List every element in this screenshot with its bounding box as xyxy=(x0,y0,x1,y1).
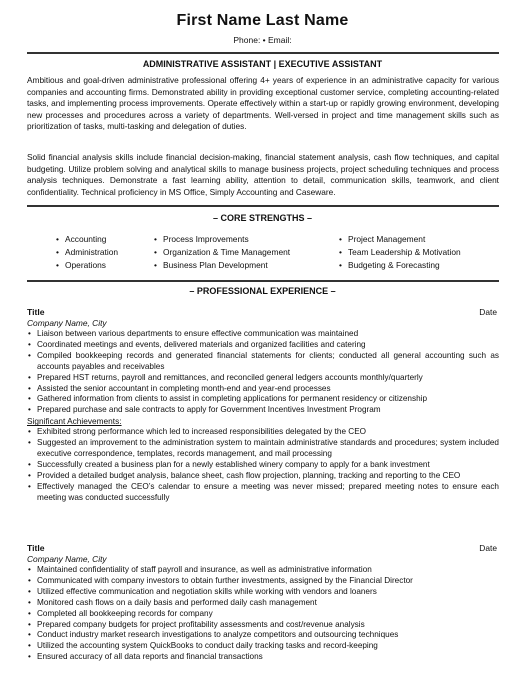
list-item: • Coordinated meetings and events, delivered materials and organized facilities and catering xyxy=(27,340,499,351)
core-strengths-rule xyxy=(27,205,499,207)
strength-item: • Project Management xyxy=(339,233,461,246)
list-item: • Utilized effective communication and negotiation skills while working with vendors and loaners xyxy=(27,587,499,598)
list-item: • Utilized the accounting system QuickBooks to conduct daily tracking tasks and record-keeping xyxy=(27,641,499,652)
list-item: • Provided a detailed budget analysis, balance sheet, cash flow projection, planning, tracking and reporting to the CEO xyxy=(27,471,499,482)
job-duties-list xyxy=(27,329,499,416)
job-date: Date xyxy=(479,543,497,553)
list-item: • Liaison between various departments to ensure effective communication was maintained xyxy=(27,329,499,340)
list-item: • Gathered information from clients to assist in completing applications for permanent residency or citizenship xyxy=(27,394,499,405)
strength-item: • Accounting xyxy=(56,233,118,246)
strength-item: • Process Improvements xyxy=(154,233,290,246)
job-title: Title xyxy=(27,307,45,317)
strengths-column-1 xyxy=(56,233,118,272)
summary-paragraph-1: Ambitious and goal-driven administrative professional offering 4+ years of experience in an administrative capacity for various companies and accounting firms. Demonstrated ability in providing exceptional customer service, completing accounting-related tasks, and implementing process improvements. Operate effectively within a start-up or rapidly growing environment, developing new processes and procedures across a variety of departments. Well-versed in project and time management skills such as prioritization of tasks, multi-tasking and delegation of duties. xyxy=(27,75,499,132)
list-item: • Prepared company budgets for project profitability assessments and cost/revenue analysis xyxy=(27,620,499,631)
strengths-column-3 xyxy=(339,233,461,272)
list-item: • Completed all bookkeeping records for company xyxy=(27,609,499,620)
header-rule xyxy=(27,52,499,54)
candidate-name: First Name Last Name xyxy=(176,12,349,29)
list-item: • Prepared HST returns, payroll and remittances, and reconciled general ledgers accounts monthly/quarterly xyxy=(27,373,499,384)
strengths-column-2 xyxy=(154,233,290,272)
strength-item: • Operations xyxy=(56,259,118,272)
list-item: • Communicated with company investors to obtain further investments, assigned by the Financial Director xyxy=(27,576,499,587)
list-item: • Prepared purchase and sale contracts to apply for Government Incentives Investment Program xyxy=(27,405,499,416)
job-duties-list xyxy=(27,565,499,663)
list-item: • Ensured accuracy of all data reports and financial transactions xyxy=(27,652,499,663)
list-item: • Effectively managed the CEO’s calendar to ensure a meeting was never missed; prepared meeting notes to ensure each meeting was conducted successfully xyxy=(27,482,499,504)
job-entry-1 xyxy=(27,307,499,504)
experience-rule xyxy=(27,280,499,282)
achievements-label: Significant Achievements: xyxy=(27,416,122,427)
contact-line: Phone: • Email: xyxy=(233,35,292,45)
job-entry-2 xyxy=(27,543,499,663)
list-item: • Assisted the senior accountant in completing month-end and year-end processes xyxy=(27,384,499,395)
strength-item: • Organization & Time Management xyxy=(154,246,290,259)
job-company: Company Name, City xyxy=(27,318,107,328)
experience-heading: – PROFESSIONAL EXPERIENCE – xyxy=(189,286,336,296)
summary-paragraph-2: Solid financial analysis skills include financial decision-making, financial statement analysis, cash flow techniques, and capital budgeting. Utilize problem solving and analytical skills to manage business projects, project scheduling techniques and process analysis techniques. Demonstrate a fast learning ability, attention to detail, communication skills, teamwork, and client confidentiality. Technical proficiency in MS Office, Simply Accounting and Caseware. xyxy=(27,152,499,197)
list-item: • Maintained confidentiality of staff payroll and insurance, as well as administrative information xyxy=(27,565,499,576)
strength-item: • Administration xyxy=(56,246,118,259)
strength-item: • Business Plan Development xyxy=(154,259,290,272)
list-item: • Monitored cash flows on a daily basis and performed daily cash management xyxy=(27,598,499,609)
strength-item: • Budgeting & Forecasting xyxy=(339,259,461,272)
job-date: Date xyxy=(479,307,497,317)
strength-item: • Team Leadership & Motivation xyxy=(339,246,461,259)
achievements-list xyxy=(27,427,499,503)
job-company: Company Name, City xyxy=(27,554,107,564)
list-item: • Exhibited strong performance which led to increased responsibilities delegated by the CEO xyxy=(27,427,499,438)
list-item: • Successfully created a business plan for a newly established winery company to apply for a bank investment xyxy=(27,460,499,471)
list-item: • Conduct industry market research investigations to analyze competitors and outsourcing techniques xyxy=(27,630,499,641)
list-item: • Suggested an improvement to the administration system to maintain administrative standards and procedures; system included executive correspondence, templates, records management, and mail processing xyxy=(27,438,499,460)
core-strengths-heading: – CORE STRENGTHS – xyxy=(212,213,313,223)
headline: ADMINISTRATIVE ASSISTANT | EXECUTIVE ASSISTANT xyxy=(142,59,383,69)
list-item: • Compiled bookkeeping records and generated financial statements for clients; conducted all general accounting such as accounts payables and receivables xyxy=(27,351,499,373)
job-title: Title xyxy=(27,543,45,553)
